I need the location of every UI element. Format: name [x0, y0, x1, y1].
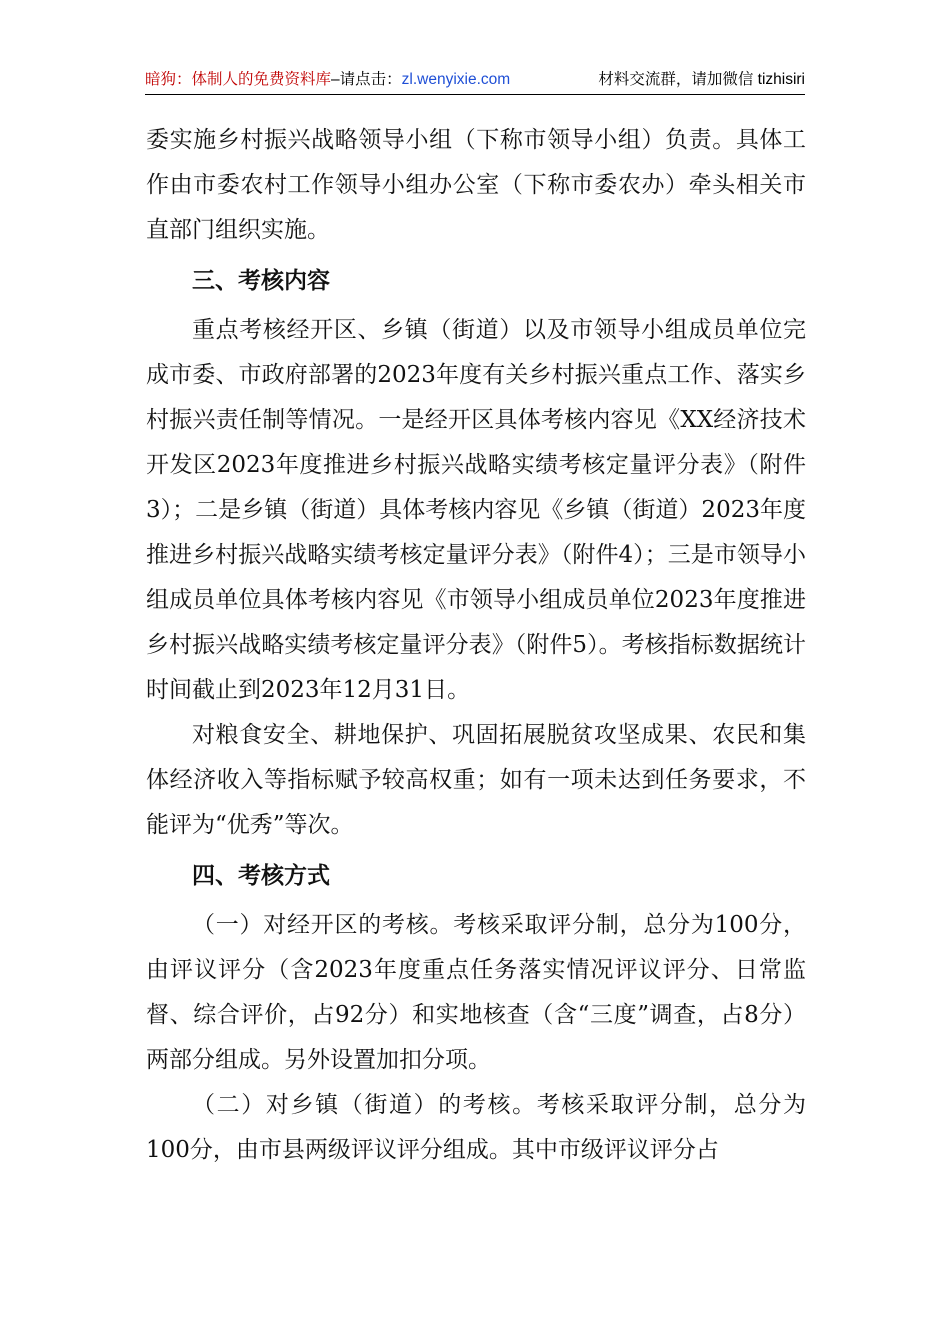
header-link[interactable]: zl.wenyixie.com — [401, 71, 511, 88]
header-group-text: 材料交流群，请加微信 tizhisiri — [598, 71, 805, 88]
page-header — [145, 66, 805, 95]
paragraph-weighting: 对粮食安全、耕地保护、巩固拓展脱贫攻坚成果、农民和集体经济收入等指标赋予较高权重；如有一项未达到任务要求，不能评为“优秀”等次。 — [146, 722, 806, 838]
section-heading-4: 四、考核方式 — [192, 863, 330, 889]
section-heading-3: 三、考核内容 — [192, 268, 330, 294]
paragraph-method-1: （一）对经开区的考核。考核采取评分制，总分为100分，由评议评分（含2023年度重点任务落实情况评议评分、日常监督、综合评价，占92分）和实地核查（含“三度”调查，占8分）两部分组成。另外设置加扣分项。 — [146, 912, 806, 1073]
paragraph-continuation: 委实施乡村振兴战略领导小组（下称市领导小组）负责。具体工作由市委农村工作领导小组办公室（下称市委农办）牵头相关市直部门组织实施。 — [146, 127, 806, 243]
paragraph-method-2: （二）对乡镇（街道）的考核。考核采取评分制，总分为100分，由市县两级评议评分组成。其中市级评议评分占 — [146, 1092, 806, 1163]
document-body — [146, 118, 806, 1173]
header-click-prompt: –请点击： — [331, 71, 402, 88]
header-site-label: 暗狗：体制人的免费资料库 — [145, 71, 332, 88]
paragraph-assessment-content: 重点考核经开区、乡镇（街道）以及市领导小组成员单位完成市委、市政府部署的2023年度有关乡村振兴重点工作、落实乡村振兴责任制等情况。一是经开区具体考核内容见《XX经济技术开发区2023年度推进乡村振兴战略实绩考核定量评分表》（附件3）；二是乡镇（街道）具体考核内容见《乡镇（街道）2023年度推进乡村振兴战略实绩考核定量评分表》（附件4）；三是市领导小组成员单位具体考核内容见《市领导小组成员单位2023年度推进乡村振兴战略实绩考核定量评分表》（附件5）。考核指标数据统计时间截止到2023年12月31日。 — [146, 317, 806, 703]
